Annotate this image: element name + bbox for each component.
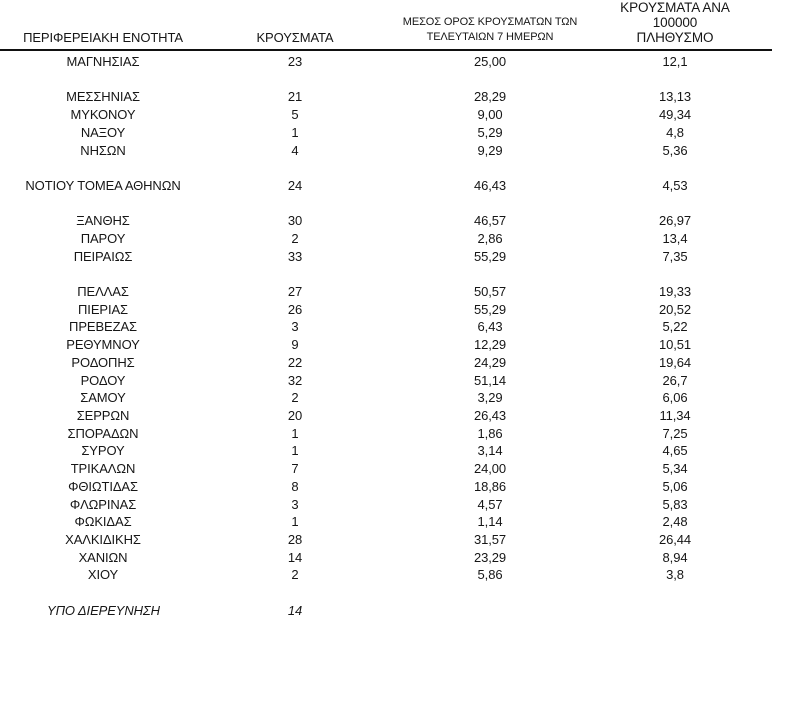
table-row — [0, 549, 772, 567]
region-cell: ΣΥΡΟΥ — [81, 443, 125, 459]
region-cell: ΣΕΡΡΩΝ — [76, 408, 130, 423]
table-row — [0, 301, 772, 319]
row-spacer-cell — [754, 124, 772, 142]
region-cell: ΧΙΟΥ — [87, 567, 119, 583]
per-100k-cell: 5,83 — [662, 496, 688, 512]
avg7days-cell: 12,29 — [473, 337, 507, 353]
row-spacer-cell — [754, 301, 772, 319]
region-cell: ΠΑΡΟΥ — [80, 230, 126, 246]
spacer-cell — [0, 71, 772, 89]
header-per-100k — [596, 0, 754, 50]
row-spacer-cell — [754, 566, 772, 584]
per-100k-cell: 20,52 — [658, 301, 692, 317]
header-per-100k-line2: ΠΛΗΘΥΣΜΟ — [636, 30, 714, 45]
cases-cell: 7 — [291, 461, 299, 477]
region-cell: ΜΑΓΝΗΣΙΑΣ — [66, 54, 140, 69]
table-row — [0, 566, 772, 584]
region-cell: ΣΑΜΟΥ — [80, 390, 126, 406]
region-cell: ΡΟΔΟΠΗΣ — [71, 354, 135, 370]
avg7days-cell: 6,43 — [477, 319, 503, 335]
spacer-cell — [0, 265, 772, 283]
avg7days-cell: 3,14 — [477, 443, 503, 459]
avg7days-cell: 24,29 — [473, 354, 507, 370]
row-spacer-cell — [754, 478, 772, 496]
table-row — [0, 142, 772, 160]
under-investigation-row — [0, 602, 772, 620]
table-row — [0, 336, 772, 354]
region-cell: ΜΥΚΟΝΟΥ — [70, 107, 136, 123]
table-row — [0, 478, 772, 496]
header-region-label: ΠΕΡΙΦΕΡΕΙΑΚΗ ΕΝΟΤΗΤΑ — [23, 30, 183, 45]
region-cell: ΞΑΝΘΗΣ — [76, 213, 130, 229]
per-100k-cell: 6,06 — [662, 390, 688, 406]
row-spacer-cell — [754, 106, 772, 124]
avg7days-cell: 23,29 — [473, 549, 507, 565]
per-100k-cell: 19,64 — [658, 354, 692, 370]
table-row — [0, 318, 772, 336]
cases-cell: 28 — [287, 531, 303, 547]
cases-cell: 5 — [291, 107, 299, 123]
per-100k-cell: 26,97 — [658, 213, 692, 229]
cases-cell: 1 — [291, 124, 299, 140]
table-row — [0, 53, 772, 71]
cases-cell: 8 — [291, 478, 299, 494]
avg7days-cell: 5,29 — [477, 124, 503, 140]
region-cell: ΝΟΤΙΟΥ ΤΟΜΕΑ ΑΘΗΝΩΝ — [25, 177, 181, 193]
row-spacer-cell — [754, 354, 772, 372]
cases-cell: 23 — [287, 54, 303, 69]
table-header — [0, 0, 772, 50]
row-spacer-cell — [754, 389, 772, 407]
avg7days-cell: 24,00 — [473, 461, 507, 477]
per-100k-cell: 3,8 — [666, 567, 684, 583]
per-100k-cell: 7,35 — [662, 248, 688, 264]
avg7days-cell: 9,29 — [477, 142, 503, 158]
avg7days-cell: 31,57 — [473, 531, 507, 547]
per-100k-cell: 26,7 — [662, 372, 688, 388]
avg7days-cell — [384, 602, 596, 620]
cases-cell: 2 — [291, 567, 299, 583]
cases-cell: 3 — [291, 496, 299, 512]
row-spacer-cell — [754, 248, 772, 266]
under-investigation-label: ΥΠΟ ΔΙΕΡΕΥΝΗΣΗ — [47, 602, 160, 618]
region-cell: ΠΙΕΡΙΑΣ — [78, 301, 128, 317]
cases-cell: 26 — [287, 301, 303, 317]
table-row — [0, 513, 772, 531]
per-100k-cell: 11,34 — [659, 408, 691, 423]
header-region — [0, 0, 206, 50]
avg7days-cell: 28,29 — [473, 89, 507, 105]
row-spacer-cell — [754, 212, 772, 230]
row-spacer-cell — [754, 460, 772, 478]
row-spacer-cell — [754, 549, 772, 567]
table-row — [0, 212, 772, 230]
per-100k-cell: 13,13 — [658, 89, 692, 105]
per-100k-cell: 5,06 — [662, 478, 688, 494]
avg7days-cell: 18,86 — [473, 478, 507, 494]
spacer-row — [0, 584, 772, 602]
table-row — [0, 354, 772, 372]
avg7days-cell: 55,29 — [473, 301, 507, 317]
row-spacer-cell — [754, 336, 772, 354]
spacer-cell — [0, 159, 772, 177]
region-cell: ΦΛΩΡΙΝΑΣ — [69, 496, 137, 512]
avg7days-cell: 50,57 — [473, 284, 507, 300]
row-spacer-cell — [754, 53, 772, 71]
cases-cell: 20 — [287, 408, 303, 423]
row-spacer-cell — [754, 318, 772, 336]
row-spacer-cell — [754, 142, 772, 160]
region-cell: ΝΑΞΟΥ — [80, 124, 126, 140]
row-spacer-cell — [754, 513, 772, 531]
per-100k-cell — [596, 602, 754, 620]
header-cases-label: ΚΡΟΥΣΜΑΤΑ — [256, 30, 334, 45]
header-row — [0, 0, 772, 50]
row-spacer-cell — [754, 531, 772, 549]
region-cell: ΦΘΙΩΤΙΔΑΣ — [68, 478, 138, 494]
row-spacer-cell — [754, 496, 772, 514]
header-avg7days-line2: ΤΕΛΕΥΤΑΙΩΝ 7 ΗΜΕΡΩΝ — [426, 31, 554, 43]
per-100k-cell: 7,25 — [662, 425, 688, 441]
region-cell: ΜΕΣΣΗΝΙΑΣ — [66, 89, 140, 105]
region-cell: ΠΕΛΛΑΣ — [77, 284, 129, 300]
cases-cell: 32 — [287, 372, 303, 388]
table-row — [0, 372, 772, 390]
region-cell: ΧΑΝΙΩΝ — [78, 549, 128, 565]
cases-cell: 1 — [291, 443, 299, 459]
spacer-cell — [0, 195, 772, 213]
per-100k-cell: 4,65 — [662, 443, 688, 459]
table-row — [0, 124, 772, 142]
table-row — [0, 106, 772, 124]
avg7days-cell: 51,14 — [473, 372, 507, 388]
cases-cell: 1 — [291, 514, 299, 530]
row-spacer-cell — [754, 88, 772, 106]
cases-cell: 14 — [287, 549, 303, 565]
per-100k-cell: 5,22 — [662, 319, 688, 335]
table-row — [0, 230, 772, 248]
table-row — [0, 177, 772, 195]
region-cell: ΠΕΙΡΑΙΩΣ — [73, 248, 133, 264]
spacer-cell — [0, 584, 772, 602]
table-row — [0, 531, 772, 549]
table-row — [0, 442, 772, 460]
row-spacer-cell — [754, 372, 772, 390]
row-spacer-cell — [754, 230, 772, 248]
per-100k-cell: 5,34 — [662, 461, 688, 477]
table-body — [0, 50, 772, 619]
avg7days-cell: 46,43 — [473, 177, 507, 193]
per-100k-cell: 4,53 — [662, 177, 688, 193]
row-spacer-cell — [754, 425, 772, 443]
spacer-row — [0, 159, 772, 177]
per-100k-cell: 4,8 — [666, 124, 684, 140]
under-investigation-cases: 14 — [287, 602, 303, 618]
region-cell: ΣΠΟΡΑΔΩΝ — [67, 425, 139, 441]
header-avg7days-line1: ΜΕΣΟΣ ΟΡΟΣ ΚΡΟΥΣΜΑΤΩΝ ΤΩΝ — [402, 16, 578, 28]
header-avg7days — [384, 0, 596, 50]
per-100k-cell: 8,94 — [662, 549, 688, 565]
spacer-row — [0, 265, 772, 283]
avg7days-cell: 55,29 — [473, 248, 507, 264]
per-100k-cell: 12,1 — [662, 54, 688, 69]
avg7days-cell: 9,00 — [477, 107, 503, 123]
avg7days-cell: 1,14 — [477, 514, 503, 530]
table-row — [0, 88, 772, 106]
header-cases — [206, 0, 384, 50]
avg7days-cell: 2,86 — [477, 230, 503, 246]
per-100k-cell: 26,44 — [658, 531, 692, 547]
header-spacer — [754, 0, 772, 50]
cases-cell: 3 — [291, 319, 299, 335]
spacer-row — [0, 71, 772, 89]
table-row — [0, 496, 772, 514]
table-row — [0, 425, 772, 443]
region-cell: ΧΑΛΚΙΔΙΚΗΣ — [65, 531, 141, 547]
cases-cell: 24 — [287, 177, 303, 193]
avg7days-cell: 4,57 — [477, 496, 503, 512]
per-100k-cell: 10,51 — [658, 337, 692, 353]
row-spacer-cell — [754, 283, 772, 301]
avg7days-cell: 5,86 — [477, 567, 503, 583]
cases-cell: 4 — [291, 142, 299, 158]
avg7days-cell: 25,00 — [473, 54, 507, 69]
per-100k-cell: 5,36 — [662, 142, 688, 158]
region-cell: ΦΩΚΙΔΑΣ — [74, 514, 132, 530]
region-cell: ΡΟΔΟΥ — [80, 372, 126, 388]
row-spacer-cell — [754, 602, 772, 620]
per-100k-cell: 19,33 — [658, 284, 692, 300]
table-row — [0, 283, 772, 301]
header-per-100k-line1: ΚΡΟΥΣΜΑΤΑ ΑΝΑ 100000 — [620, 0, 730, 30]
row-spacer-cell — [754, 442, 772, 460]
avg7days-cell: 3,29 — [477, 390, 503, 406]
cases-cell: 27 — [287, 284, 303, 300]
table-row — [0, 389, 772, 407]
row-spacer-cell — [754, 407, 772, 425]
per-100k-cell: 2,48 — [662, 514, 688, 530]
cases-cell: 33 — [287, 248, 303, 264]
cases-cell: 2 — [291, 390, 299, 406]
cases-cell: 22 — [287, 354, 303, 370]
region-cell: ΝΗΣΩΝ — [80, 142, 126, 158]
table-row — [0, 407, 772, 425]
cases-cell: 21 — [287, 89, 303, 105]
cases-cell: 9 — [291, 337, 299, 353]
region-cell: ΤΡΙΚΑΛΩΝ — [70, 461, 136, 477]
avg7days-cell: 1,86 — [477, 425, 503, 441]
table-row — [0, 248, 772, 266]
cases-cell: 2 — [291, 230, 299, 246]
cases-cell: 1 — [291, 425, 299, 441]
per-100k-cell: 49,34 — [658, 107, 692, 123]
region-cell: ΡΕΘΥΜΝΟΥ — [66, 337, 140, 353]
avg7days-cell: 26,43 — [473, 408, 507, 423]
region-cell: ΠΡΕΒΕΖΑΣ — [69, 319, 137, 335]
table-row — [0, 460, 772, 478]
cases-cell: 30 — [287, 213, 303, 229]
spacer-row — [0, 195, 772, 213]
row-spacer-cell — [754, 177, 772, 195]
per-100k-cell: 13,4 — [662, 230, 688, 246]
avg7days-cell: 46,57 — [473, 213, 507, 229]
